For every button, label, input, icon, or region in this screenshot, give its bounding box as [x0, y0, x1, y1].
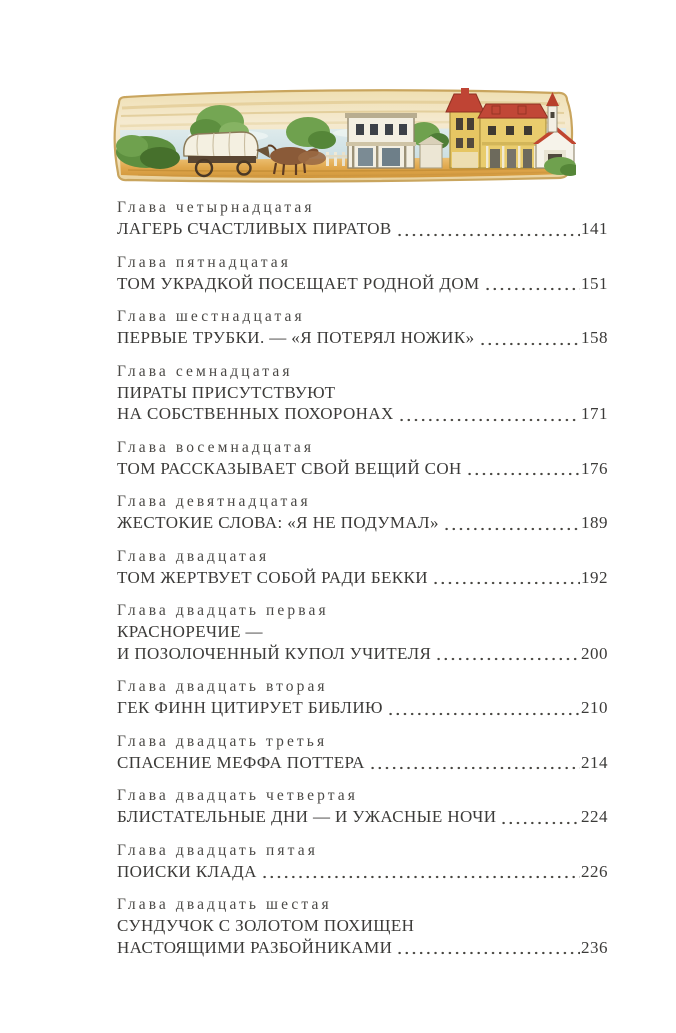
chapter-label: Глава двадцатая [117, 547, 270, 565]
dot-leader [367, 764, 580, 770]
dot-leader [394, 949, 580, 955]
chapter-label: Глава четырнадцатая [117, 199, 315, 216]
page-number: 189 [581, 513, 608, 532]
chapter-title-row [117, 697, 608, 719]
dot-leader [433, 655, 580, 661]
dot-leader [482, 285, 580, 291]
chapter-label: Глава двадцать первая [117, 602, 329, 619]
chapter-title: ТОМ УКРАДКОЙ ПОСЕЩАЕТ РОДНОЙ ДОМ [117, 273, 480, 293]
dot-leader [430, 579, 580, 585]
dot-leader [396, 416, 580, 422]
page-number: 171 [581, 404, 608, 423]
dot-leader [385, 710, 580, 716]
toc-entry [117, 252, 608, 295]
chapter-title: СУНДУЧОК С ЗОЛОТОМ ПОХИЩЕН [117, 916, 415, 935]
chapter-label: Глава восемнадцатая [117, 438, 315, 456]
chapter-title: КРАСНОРЕЧИЕ — [117, 622, 263, 641]
toc-entry [117, 894, 608, 958]
toc-entry [117, 840, 608, 883]
page-number: 158 [581, 328, 608, 347]
chapter-title-row [117, 643, 608, 665]
chapter-title: ЛАГЕРЬ СЧАСТЛИВЫХ ПИРАТОВ [117, 219, 392, 238]
store-building [345, 113, 417, 168]
chapter-label: Глава двадцать вторая [117, 678, 328, 695]
toc-entry [117, 361, 608, 425]
chapter-title-row [117, 327, 608, 349]
toc-entry [117, 600, 608, 664]
chapter-title: БЛИСТАТЕЛЬНЫЕ ДНИ — И УЖАСНЫЕ НОЧИ [117, 807, 497, 826]
chapter-title-row [117, 937, 608, 959]
chapter-title-row [117, 861, 608, 883]
chapter-title: СПАСЕНИЕ МЕФФА ПОТТЕРА [117, 752, 365, 772]
dot-leader [394, 231, 580, 237]
toc-entry [117, 197, 608, 240]
dot-leader [477, 340, 581, 346]
toc-entry [117, 785, 608, 828]
chapter-label: Глава двадцать четвертая [117, 787, 359, 804]
chapter-title: ЖЕСТОКИЕ СЛОВА: «Я НЕ ПОДУМАЛ» [117, 513, 439, 532]
chapter-title: ПОИСКИ КЛАДА [117, 861, 257, 881]
page-number: 224 [581, 807, 608, 826]
dot-leader [259, 873, 580, 879]
page-number: 214 [581, 752, 608, 772]
chapter-label: Глава двадцать пятая [117, 841, 318, 859]
chapter-title-row [117, 567, 608, 589]
page-number: 210 [581, 698, 608, 717]
chapter-title-row [117, 806, 608, 828]
chapter-label: Глава шестнадцатая [117, 308, 305, 325]
toc-entry [117, 306, 608, 349]
toc-entry [117, 546, 608, 589]
chapter-title-row [117, 458, 608, 480]
page-number: 141 [581, 219, 608, 238]
chapter-title: ПИРАТЫ ПРИСУТСТВУЮТ [117, 382, 336, 402]
chapter-title-row [117, 752, 608, 774]
toc-entry [117, 731, 608, 774]
chapter-title: НАСТОЯЩИМИ РАЗБОЙНИКАМИ [117, 937, 393, 957]
chapter-title: ТОМ ЖЕРТВУЕТ СОБОЙ РАДИ БЕККИ [117, 567, 428, 587]
chapter-title: ТОМ РАССКАЗЫВАЕТ СВОЙ ВЕЩИЙ СОН [117, 458, 462, 478]
toc-entry [117, 491, 608, 534]
page-number: 192 [581, 567, 608, 587]
chapter-label: Глава пятнадцатая [117, 253, 291, 271]
dot-leader [441, 525, 580, 531]
chapter-title-row [117, 512, 608, 534]
chapter-title: НА СОБСТВЕННЫХ ПОХОРОНАХ [117, 404, 394, 423]
chapter-label: Глава двадцать шестая [117, 896, 332, 913]
page-number: 200 [581, 643, 608, 663]
chapter-title-row [117, 403, 608, 425]
chapter-title: И ПОЗОЛОЧЕННЫЙ КУПОЛ УЧИТЕЛЯ [117, 643, 432, 663]
page-number: 176 [581, 458, 608, 478]
chapter-label: Глава семнадцатая [117, 362, 293, 380]
dot-leader [498, 819, 580, 825]
page-number: 236 [581, 937, 608, 957]
town-illustration [108, 86, 576, 188]
chapter-title-row [117, 273, 608, 295]
chapter-title: ГЕК ФИНН ЦИТИРУЕТ БИБЛИЮ [117, 698, 383, 717]
chapter-title-row [117, 218, 608, 240]
dot-leader [464, 470, 580, 476]
toc-entry [117, 437, 608, 480]
table-of-contents [117, 197, 608, 970]
page-number: 151 [581, 273, 608, 293]
tower-building [446, 88, 484, 168]
page-number: 226 [581, 861, 608, 881]
chapter-label: Глава двадцать третья [117, 732, 328, 750]
chapter-title: ПЕРВЫЕ ТРУБКИ. — «Я ПОТЕРЯЛ НОЖИК» [117, 328, 475, 347]
chapter-label: Глава девятнадцатая [117, 493, 311, 510]
toc-entry [117, 676, 608, 719]
